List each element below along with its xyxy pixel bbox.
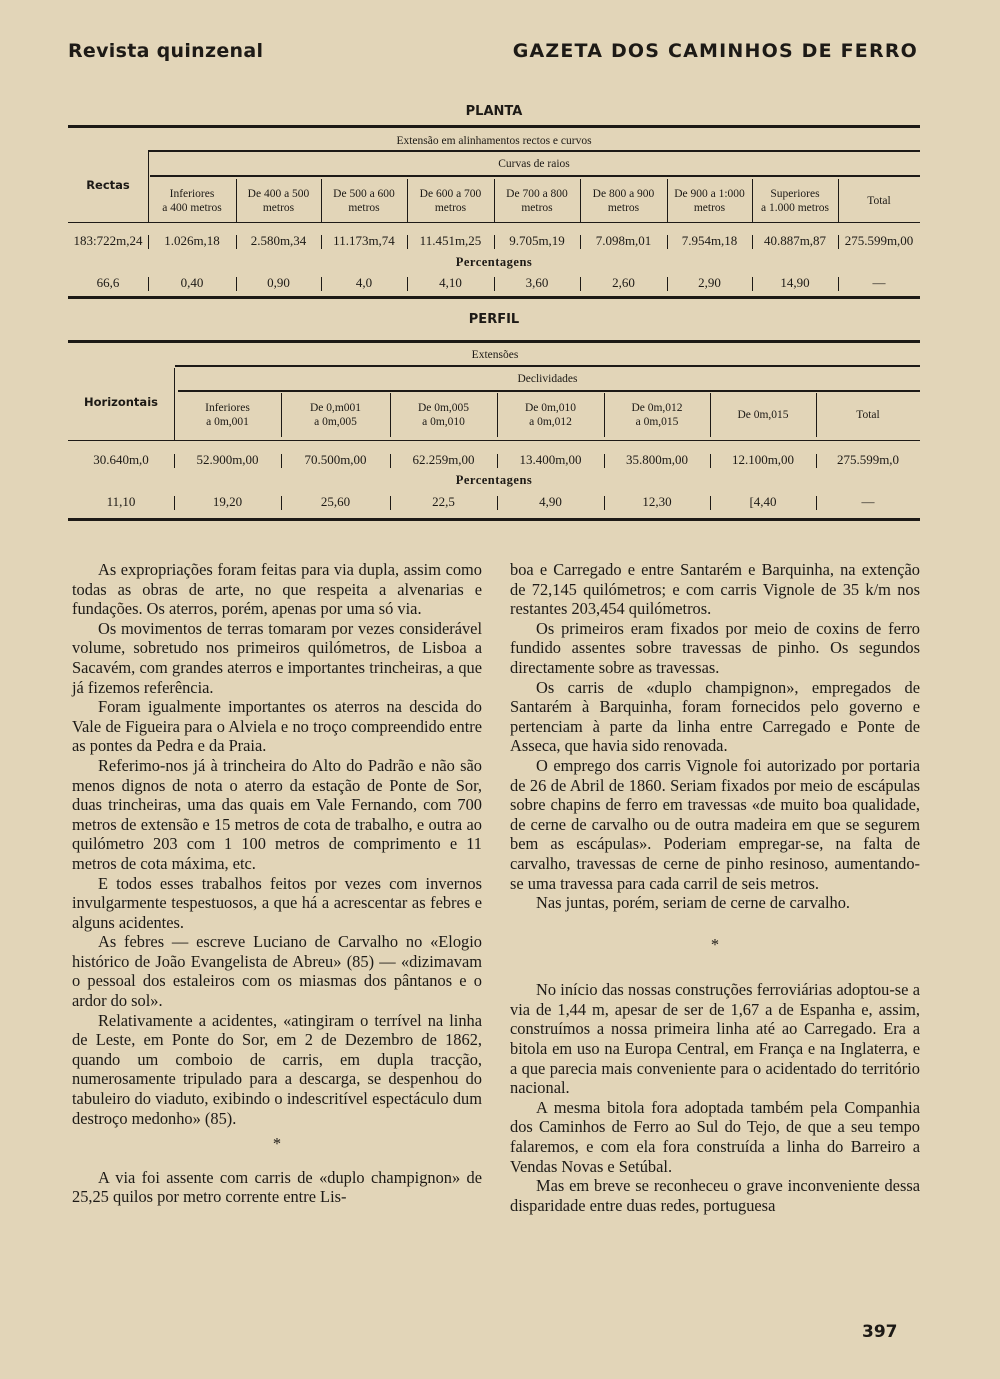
header-line: De 600 a 700: [419, 188, 482, 200]
perfil-value-cell: 275.599m,0: [836, 452, 900, 467]
perfil-value-cell: 13.400m,00: [519, 452, 582, 467]
perfil-value-separator: [390, 454, 391, 468]
header-line: a 0m,005: [314, 416, 357, 428]
planta-value-separator: [580, 235, 581, 249]
paragraph: As expropriações foram feitas para via dupla, assim como todas as obras de arte, no que respeita a alvenarias e fundações. Os aterros, porém, apenas por uma só via.: [72, 560, 482, 619]
paragraph: Os primeiros eram fixados por meio de coxins de ferro fundido assentes sobre travessas de pinho. Os segundos directamente sobre as travessas.: [510, 618, 920, 677]
planta-value-cell: 2.580m,34: [250, 233, 307, 248]
perfil-value-cell: 12.100m,00: [731, 452, 795, 467]
planta-value-cell: 11.173m,74: [333, 233, 395, 248]
planta-value-cell: 11.451m,25: [419, 233, 482, 248]
planta-percentage-cell: 0,90: [267, 275, 290, 290]
header-line: metros: [521, 202, 553, 214]
planta-column-header: [148, 187, 236, 215]
paragraph: E todos esses trabalhos feitos por vezes com invernos invulgarmente tespestuosos, a que há a acrescentar as febres e alguns acidentes.: [72, 873, 482, 932]
body-left-column: [72, 560, 482, 1207]
planta-value-cell: 7.098m,01: [595, 233, 652, 248]
header-line: Superiores: [770, 188, 820, 200]
planta-column-rule: [752, 179, 753, 223]
header-line: metros: [693, 202, 726, 214]
planta-column-header: [494, 187, 580, 215]
perfil-group-label: Extensões: [471, 349, 519, 361]
perfil-percentage-separator: [174, 496, 175, 510]
perfil-percentage-cell: 25,60: [320, 494, 351, 509]
planta-rectas-label: Rectas: [86, 178, 130, 192]
header-line: De 0,m001: [309, 402, 362, 414]
planta-top-rule: [68, 125, 920, 128]
running-header-left: Revista quinzenal: [68, 40, 264, 62]
perfil-percentage-separator: [281, 496, 282, 510]
perfil-column-rule: [281, 393, 282, 437]
paragraph: A via foi assente com carris de «duplo champignon» de 25,25 quilos por metro corrente entre Lis-: [72, 1167, 482, 1207]
section-separator: *: [272, 1134, 282, 1154]
planta-column-header: [838, 194, 920, 208]
planta-percentage-separator: [838, 277, 839, 291]
perfil-percentage-cell: 11,10: [106, 494, 136, 509]
perfil-top-rule: [68, 340, 920, 343]
planta-value-cell: 183:722m,24: [73, 233, 143, 248]
header-line: Inferiores: [169, 188, 215, 200]
planta-value-separator: [752, 235, 753, 249]
perfil-value-cell: 30.640m,0: [93, 452, 149, 467]
header-line: De 0m,010: [524, 402, 577, 414]
planta-column-header: [580, 187, 667, 215]
paragraph: Os carris de «duplo champignon», empregados de Santarém à Barquinha, foram fornecidos pelo governo e pertenciam à parte da linha entre Carregado e Ponte de Asseca, que havia sido renovada.: [510, 677, 920, 756]
perfil-value-cell: 35.800m,00: [625, 452, 689, 467]
planta-group-label: Extensão em alinhamentos rectos e curvos: [396, 135, 592, 147]
planta-value-cell: 9.705m,19: [509, 233, 565, 248]
planta-subgroup-label: Curvas de raios: [498, 158, 570, 170]
header-line: De 500 a 600: [333, 188, 395, 200]
planta-column-rule: [236, 179, 237, 223]
header-line: metros: [348, 202, 380, 214]
perfil-percentage-separator: [604, 496, 605, 510]
perfil-column-header: [174, 401, 281, 429]
perfil-percentage-cell: 12,30: [642, 494, 672, 509]
paragraph: boa e Carregado e entre Santarém e Barquinha, na extenção de 72,145 quilómetros; e com carris Vignole de 35 k/m nos restantes 203,454 quilómetros.: [510, 560, 920, 619]
header-line: a 0m,015: [635, 416, 679, 428]
perfil-percentage-separator: [710, 496, 711, 510]
perfil-column-rule: [816, 393, 817, 437]
perfil-value-separator: [604, 454, 605, 468]
planta-value-separator: [236, 235, 237, 249]
header-line: De 800 a 900: [592, 188, 655, 200]
paragraph: Nas juntas, porém, seriam de cerne de carvalho.: [536, 893, 851, 913]
perfil-value-cell: 70.500m,00: [304, 452, 367, 467]
header-line: Inferiores: [205, 402, 250, 414]
planta-percentage-cell: —: [872, 275, 886, 290]
header-line: Total: [856, 409, 880, 421]
perfil-percentage-separator: [816, 496, 817, 510]
body-right-column: [510, 560, 920, 1215]
perfil-value-separator: [497, 454, 498, 468]
header-line: metros: [434, 202, 467, 214]
header-line: De 0m,005: [417, 402, 470, 414]
header-line: a 0m,010: [422, 416, 465, 428]
header-line: De 0m,015: [737, 409, 789, 421]
planta-value-cell: 275.599m,00: [844, 233, 914, 248]
planta-percentage-cell: 0,40: [180, 275, 204, 290]
header-line: a 400 metros: [162, 202, 222, 214]
perfil-bottom-rule: [68, 518, 920, 521]
planta-group-brace: [148, 150, 920, 152]
paragraph: Os movimentos de terras tomaram por vezes considerável volume, sobretudo nos primeiros quilómetros, de Lisboa a Sacavém, com grandes aterros e importantes trincheiras, a que já fizemos referência.: [72, 618, 482, 697]
planta-percentage-separator: [667, 277, 668, 291]
perfil-column-header: [816, 408, 920, 422]
paragraph: O emprego dos carris Vignole foi autorizado por portaria de 26 de Abril de 1860. Seriam fixados por meio de escápulas sobre chapins de ferro em travessas «de muito boa qualidade, de cerne de carvalho ou de outra madeira em que se segurem bem as escápulas». Poderiam empregar-se, na falta de carvalho, travessas de cerne de pinho resinoso, aumentando-se uma travessa para cada carril de seis metros.: [510, 755, 920, 893]
paragraph: No início das nossas construções ferroviárias adoptou-se a via de 1,44 m, apesar de ser de 1,67 a de Espanha e, assim, construímos a nossa primeira linha até ao Carregado. Era a bitola em uso na Europa Central, em França e na Inglaterra, e a que parecia mais conveniente para o acidentado do território nacional.: [510, 980, 920, 1098]
running-header-right: GAZETA DOS CAMINHOS DE FERRO: [512, 40, 918, 62]
planta-percentage-cell: 4,0: [355, 275, 373, 290]
planta-value-separator: [667, 235, 668, 249]
perfil-value-cell: 62.259m,00: [412, 452, 475, 467]
perfil-percentage-cell: —: [861, 494, 875, 509]
perfil-group-brace: [175, 365, 920, 367]
paragraph: Relativamente a acidentes, «atingiram o terrível na linha de Leste, em Ponte do Sor, em 2 de Dezembro de 1862, quando um comboio de carris, em dupla tracção, numerosamente tripulado para a descarga, se despenhou do tabuleiro do viaduto, exibindo o indescritível espectáculo dum destroço medonho» (85).: [72, 1010, 482, 1128]
header-line: De 400 a 500: [247, 188, 310, 200]
planta-value-separator: [494, 235, 495, 249]
planta-percentage-separator: [148, 277, 149, 291]
perfil-percentage-cell: 19,20: [212, 494, 243, 509]
paragraph: As febres — escreve Luciano de Carvalho no «Elogio histórico de João Evangelista de Abreu» (85) — «dizimavam o pessoal dos estaleiros com os miasmas dos pântanos e o ardor do sol».: [72, 932, 482, 1011]
perfil-subgroup-brace: [178, 390, 920, 392]
planta-percentage-cell: 14,90: [780, 275, 810, 290]
perfil-percentage-separator: [497, 496, 498, 510]
perfil-subgroup-label: Declividades: [517, 373, 578, 385]
header-line: a 1.000 metros: [760, 202, 830, 214]
section-separator: *: [710, 934, 720, 954]
page-number: 397: [862, 1322, 898, 1342]
paragraph: Mas em breve se reconheceu o grave inconveniente dessa disparidade entre duas redes, portuguesa: [510, 1176, 920, 1215]
planta-column-rule: [580, 179, 581, 223]
planta-column-rule: [407, 179, 408, 223]
planta-percentage-cell: 4,10: [439, 275, 462, 290]
planta-column-header: [236, 187, 321, 215]
planta-percentage-separator: [580, 277, 581, 291]
perfil-column-rule: [710, 393, 711, 437]
perfil-header-rule: [68, 440, 920, 441]
perfil-percentage-cell: 22,5: [432, 494, 455, 509]
planta-column-rule: [494, 179, 495, 223]
perfil-percentage-cell: [4,40: [749, 494, 777, 509]
perfil-column-rule: [604, 393, 605, 437]
header-line: De 700 a 800: [506, 188, 568, 200]
planta-value-cell: 7.954m,18: [681, 233, 738, 248]
perfil-horizontais-label: Horizontais: [84, 395, 158, 409]
perfil-column-rule: [390, 393, 391, 437]
planta-percentage-separator: [752, 277, 753, 291]
perfil-column-header: [497, 401, 604, 429]
perfil-percentage-cell: 4,90: [539, 494, 562, 509]
planta-bottom-rule: [68, 296, 920, 299]
header-line: De 0m,012: [631, 402, 683, 414]
perfil-column-header: [604, 401, 710, 429]
paragraph: Foram igualmente importantes os aterros na descida do Vale de Figueira para o Alviela e no troço compreendido entre as pontes da Pedra e da Praia.: [72, 697, 482, 756]
planta-percentage-cell: 2,60: [612, 275, 635, 290]
planta-subgroup-brace: [150, 175, 920, 177]
planta-percentage-cell: 66,6: [96, 275, 120, 290]
header-line: a 0m,001: [206, 416, 249, 428]
planta-pct-label: Percentagens: [455, 255, 533, 269]
perfil-pct-label: Percentagens: [455, 473, 533, 487]
perfil-column-rule: [497, 393, 498, 437]
planta-percentage-cell: 2,90: [698, 275, 721, 290]
planta-header-rule: [68, 222, 920, 223]
planta-percentage-cell: 3,60: [525, 275, 549, 290]
planta-value-separator: [407, 235, 408, 249]
header-line: metros: [607, 202, 640, 214]
perfil-column-header: [710, 408, 816, 422]
planta-percentage-separator: [407, 277, 408, 291]
header-line: Total: [867, 195, 891, 207]
perfil-value-separator: [174, 454, 175, 468]
header-line: metros: [262, 202, 295, 214]
planta-percentage-separator: [494, 277, 495, 291]
perfil-title: PERFIL: [468, 312, 520, 327]
planta-value-separator: [838, 235, 839, 249]
planta-column-header: [667, 187, 752, 215]
planta-column-header: [752, 187, 838, 215]
planta-column-rule: [838, 179, 839, 223]
paragraph: A mesma bitola fora adoptada também pela Companhia dos Caminhos de Ferro ao Sul do Tejo, de que a seu tempo falaremos, e com ela fora construída a linha do Barreiro a Vendas Novas e Setúbal.: [510, 1097, 920, 1176]
planta-value-cell: 40.887m,87: [763, 233, 827, 248]
perfil-value-separator: [710, 454, 711, 468]
planta-column-rule: [321, 179, 322, 223]
header-line: a 0m,012: [529, 416, 572, 428]
planta-column-header: [407, 187, 494, 215]
planta-value-separator: [148, 235, 149, 249]
perfil-percentage-separator: [390, 496, 391, 510]
planta-percentage-separator: [321, 277, 322, 291]
planta-column-header: [321, 187, 407, 215]
header-line: De 900 a 1:000: [674, 188, 745, 200]
paragraph: Referimo-nos já à trincheira do Alto do Padrão e não são menos dignos de nota o aterro da estação de Ponte de Sor, duas trincheiras, uma das quais em Vale Fernando, com 700 metros de extensão e 15 metros de cota de trabalho, e outra ao quilómetro 203 com 1 100 metros de comprimento e 11 metros de cota máxima, etc.: [72, 755, 482, 873]
planta-column-rule: [667, 179, 668, 223]
perfil-column-header: [390, 401, 497, 429]
perfil-column-header: [281, 401, 390, 429]
planta-value-cell: 1.026m,18: [164, 233, 220, 248]
planta-percentage-separator: [236, 277, 237, 291]
planta-value-separator: [321, 235, 322, 249]
perfil-value-separator: [816, 454, 817, 468]
perfil-value-cell: 52.900m,00: [196, 452, 259, 467]
planta-title: PLANTA: [465, 104, 523, 119]
perfil-value-separator: [281, 454, 282, 468]
